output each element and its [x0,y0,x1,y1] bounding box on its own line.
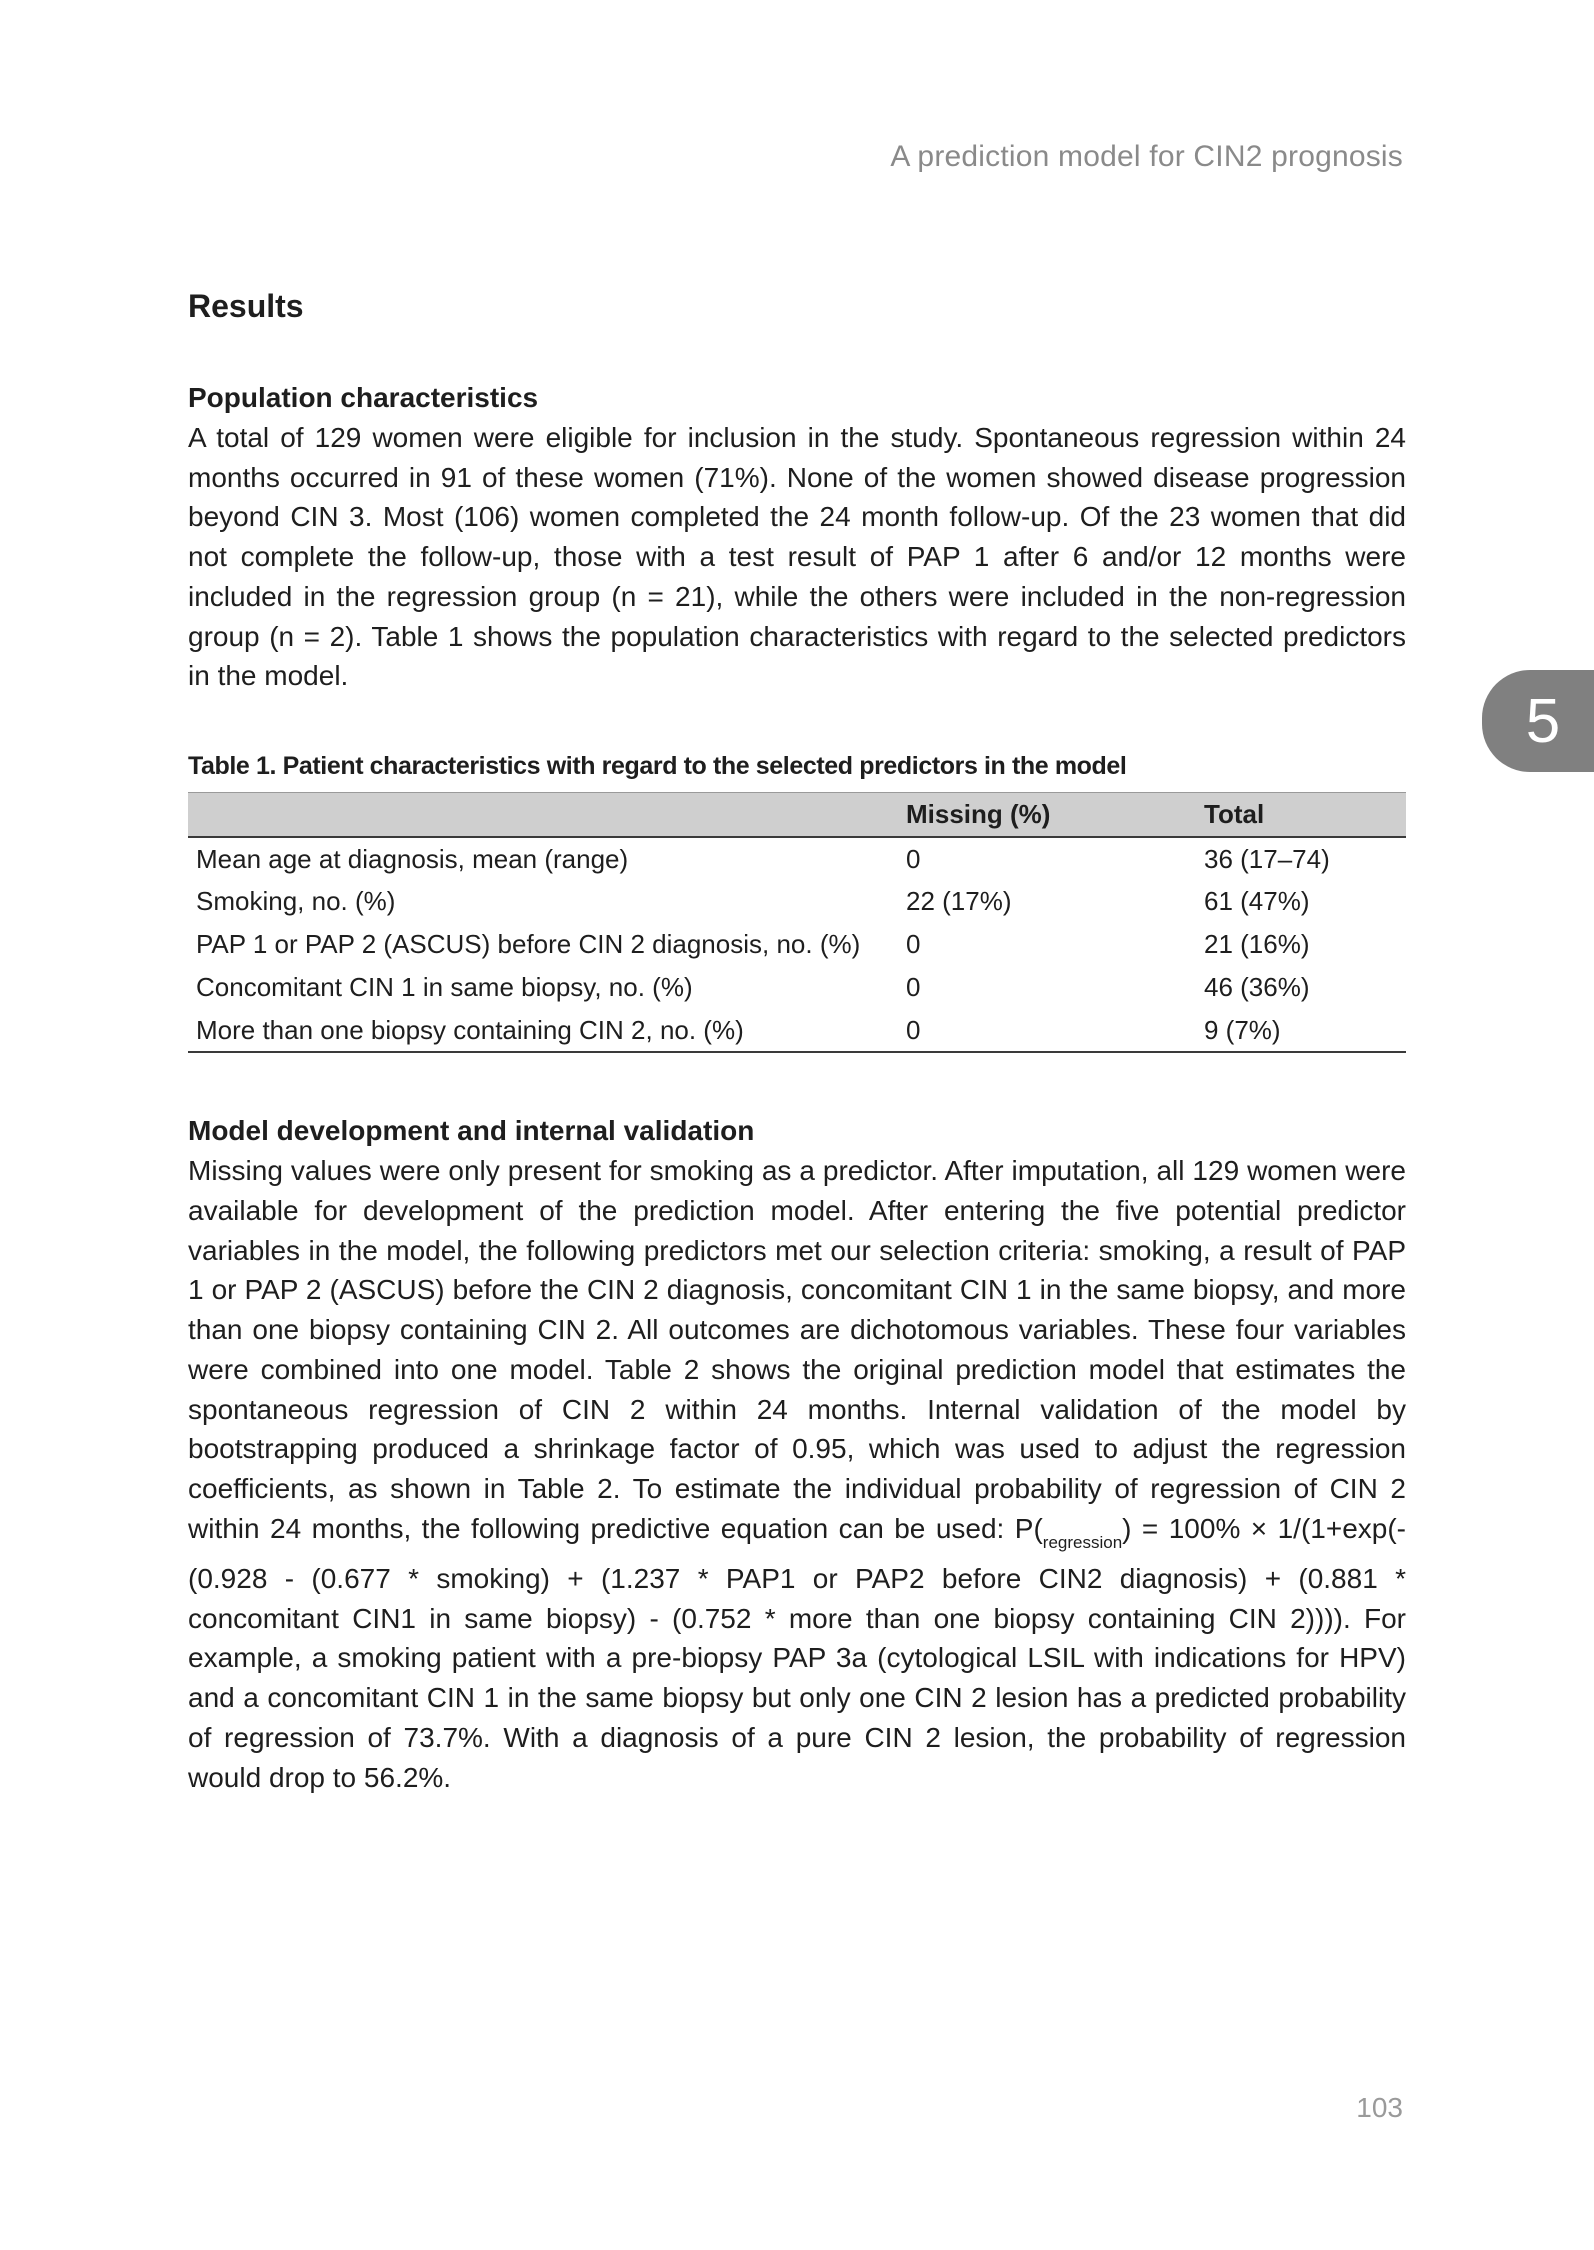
model-development-section [188,1111,1406,1797]
table-row [188,837,1406,881]
table-header-row [188,792,1406,837]
population-characteristics-section [188,378,1406,696]
chapter-number: 5 [1525,686,1561,756]
population-characteristics-heading: Population characteristics [188,382,539,413]
table-row [188,881,1406,924]
results-heading: Results [188,288,304,324]
column-header-label [188,792,898,837]
row-label: Smoking, no. (%) [196,886,396,917]
model-development-paragraph [188,1151,1406,1797]
running-header: A prediction model for CIN2 prognosis [890,140,1403,173]
table-1 [188,792,1406,1053]
column-header-total: Total [1204,798,1265,829]
population-characteristics-paragraph: A total of 129 women were eligible for inclusion in the study. Spontaneous regression within 24 months occurred in 91 of these women (71%). None of the women showed disease progression beyond CIN 3. Most (106) women completed the 24 month follow-up. Of the 23 women that did not complete the follow-up, those with a test result of PAP 1 after 6 and/or 12 months were included in the regression group (n = 21), while the others were included in the non-regression group (n = 2). Table 1 shows the population characteristics with regard to the selected predictors in the model. [188,422,1406,692]
table-1-caption: Table 1. Patient characteristics with regard to the selected predictors in the model [188,751,1127,780]
paragraph-text-end: ) = 100% × 1/(1+exp(-(0.928 - (0.677 * smoking) + (1.237 * PAP1 or PAP2 before CIN2 diagnosis) + (0.881 * concomitant CIN1 in same biopsy) - (0.752 * more than one biopsy containing CIN 2)))). For example, a smoking patient with a pre-biopsy PAP 3a (cytological LSIL with indications for HPV) and a concomitant CIN 1 in the same biopsy but only one CIN 2 lesion has a predicted probability of regression of 73.7%. With a diagnosis of a pure CIN 2 lesion, the probability of regression would drop to 56.2%. [188,1512,1406,1793]
page-content [188,280,1406,1797]
row-label: More than one biopsy containing CIN 2, no. (%) [196,1014,744,1045]
row-total: 61 (47%) [1204,886,1310,917]
table-row [188,923,1406,966]
row-total: 21 (16%) [1204,929,1310,960]
row-total: 46 (36%) [1204,971,1310,1002]
row-label: Concomitant CIN 1 in same biopsy, no. (%) [196,971,693,1002]
row-missing: 0 [906,929,921,960]
row-missing: 22 (17%) [906,886,1012,917]
page-number: 103 [1356,2092,1403,2123]
table-row [188,966,1406,1009]
model-development-heading: Model development and internal validation [188,1115,755,1147]
chapter-tab [1482,670,1594,772]
row-missing: 0 [906,843,921,874]
row-missing: 0 [906,971,921,1002]
regression-subscript: regression [1042,1533,1123,1553]
row-total: 36 (17–74) [1204,843,1330,874]
column-header-missing: Missing (%) [906,798,1051,829]
paragraph-text-start: Missing values were only present for smoking as a predictor. After imputation, all 129 women were available for development of the prediction model. After entering the five potential predictor variables in the model, the following predictors met our selection criteria: smoking, a result of PAP 1 or PAP 2 (ASCUS) before the CIN 2 diagnosis, concomitant CIN 1 in the same biopsy, and more than one biopsy containing CIN 2. All outcomes are dichotomous variables. These four variables were combined into one model. Table 2 shows the original prediction model that estimates the spontaneous regression of CIN 2 within 24 months. Internal validation of the model by bootstrapping produced a shrinkage factor of 0.95, which was used to adjust the regression coefficients, as shown in Table 2. To estimate the individual probability of regression of CIN 2 within 24 months, the following predictive equation can be used: P( [188,1155,1406,1544]
row-label: PAP 1 or PAP 2 (ASCUS) before CIN 2 diagnosis, no. (%) [196,929,861,960]
row-label: Mean age at diagnosis, mean (range) [196,843,629,874]
table-row [188,1009,1406,1053]
row-missing: 0 [906,1014,921,1045]
row-total: 9 (7%) [1204,1014,1281,1045]
